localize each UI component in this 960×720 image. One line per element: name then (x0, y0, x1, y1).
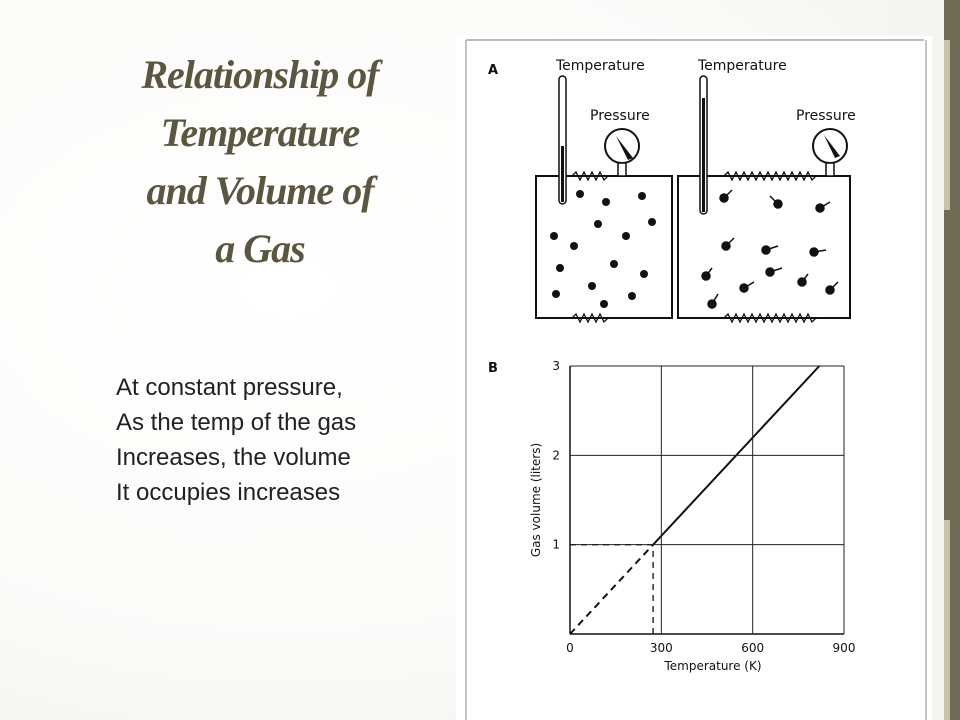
slide-title (90, 46, 430, 278)
title-line: and Volume of (146, 168, 374, 213)
accent-stripe-bottom (944, 520, 950, 720)
slide-body-text (116, 370, 436, 510)
gauge-label-right: Pressure (796, 108, 856, 124)
x-tick-label: 600 (741, 641, 765, 655)
chart-ylabel: Gas volume (liters) (529, 442, 543, 558)
x-tick-label: 300 (649, 641, 673, 655)
thermometer-label-left: Temperature (556, 58, 645, 74)
figure-svg (456, 36, 932, 720)
series-line-extrapolated (570, 545, 653, 634)
small-gas-container (536, 58, 672, 322)
thermometer-label-right: Temperature (698, 58, 787, 74)
panel-a-label: A (488, 63, 499, 78)
spring-bottom-right (724, 314, 816, 322)
temperature-volume-chart (529, 359, 855, 673)
thermometer-mercury-right (702, 98, 705, 212)
y-tick-label: 2 (552, 448, 560, 463)
spring-bottom-left (572, 314, 608, 322)
body-line: Increases, the volume (116, 444, 351, 471)
y-tick-label: 3 (552, 359, 560, 373)
large-gas-container (678, 58, 856, 322)
x-tick-label: 0 (566, 641, 574, 655)
gauge-label-left: Pressure (590, 108, 650, 124)
title-line: a Gas (215, 226, 305, 271)
thermometer-mercury-left (561, 146, 564, 202)
body-line: It occupies increases (116, 479, 341, 506)
title-line: Relationship of (141, 52, 379, 97)
pressure-gauge-icon (605, 129, 639, 176)
body-line: As the temp of the gas (116, 409, 357, 436)
scanned-figure (456, 36, 932, 720)
gas-molecule-icon (550, 190, 656, 308)
pressure-gauge-icon (813, 129, 847, 176)
body-line: At constant pressure, (116, 374, 343, 401)
panel-b-label: B (488, 361, 498, 376)
chart-xlabel: Temperature (K) (664, 659, 762, 673)
x-tick-label: 900 (832, 641, 856, 655)
y-tick-label: 1 (552, 537, 560, 552)
gas-molecule-icon (702, 190, 838, 308)
accent-stripe-top (944, 40, 950, 210)
title-line: Temperature (160, 110, 360, 155)
